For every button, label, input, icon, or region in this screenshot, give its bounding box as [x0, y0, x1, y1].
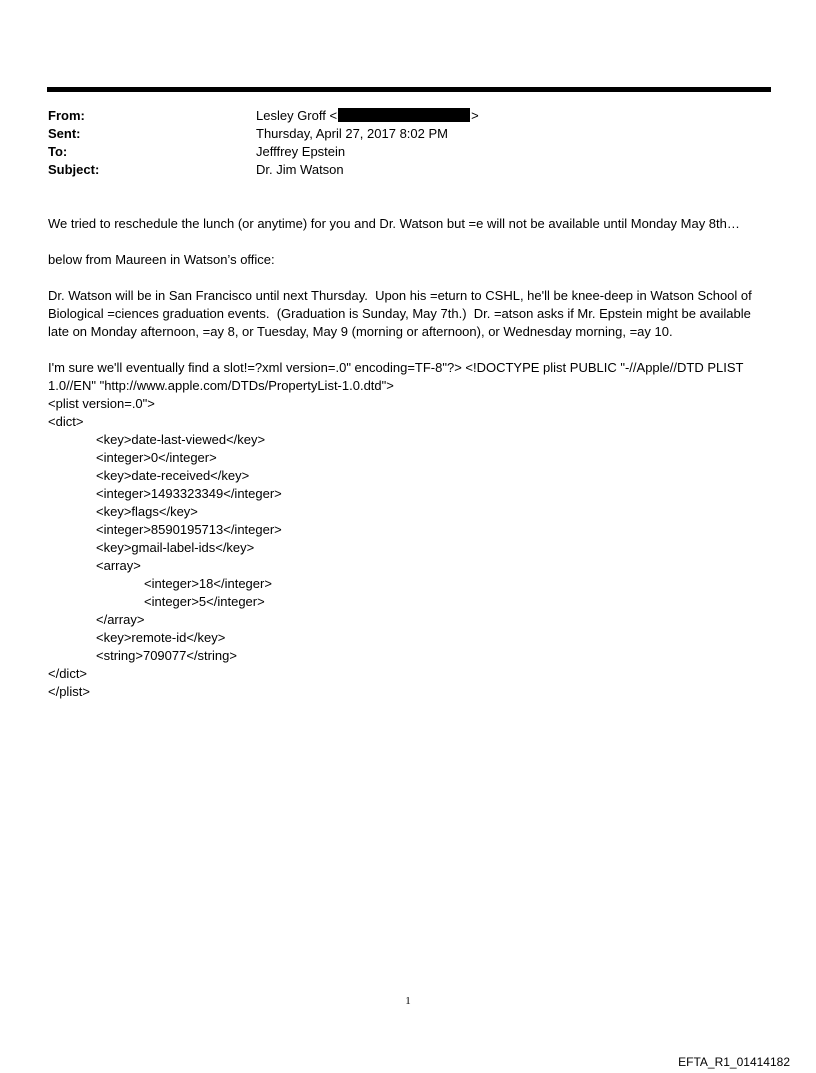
from-name: Lesley Groff < [256, 108, 338, 123]
code-line: <string>709077</string> [96, 648, 237, 663]
code-line: <key>gmail-label-ids</key> [96, 540, 255, 555]
code-line: <plist version=.0"> [48, 396, 155, 411]
code-line: <integer>8590195713</integer> [96, 522, 282, 537]
body-paragraph-4: I'm sure we'll eventually find a slot!=?xml version=.0" encoding=TF-8"?> <!DOCTYPE plist PUBLIC "-//Apple//DTD PLIST 1.0//EN" "http://www.apple.com/DTDs/PropertyList-1.0.dtd"> [48, 360, 747, 393]
code-line: <integer>0</integer> [96, 450, 217, 465]
code-line: </dict> [48, 666, 88, 681]
from-row [48, 107, 748, 125]
subject-label: Subject: [48, 162, 100, 177]
email-body [48, 215, 766, 701]
code-line: </plist> [48, 684, 90, 699]
document-id: EFTA_R1_01414182 [678, 1055, 790, 1069]
subject-row [48, 161, 748, 179]
body-paragraph-2: below from Maureen in Watson’s office: [48, 252, 275, 267]
from-value [256, 107, 748, 125]
code-line: <key>date-received</key> [96, 468, 250, 483]
code-line: <array> [96, 558, 141, 573]
code-line: <dict> [48, 414, 84, 429]
body-paragraph-3: Dr. Watson will be in San Francisco until next Thursday. Upon his =eturn to CSHL, he'll be knee-deep in Watson School of Biological =ciences graduation events. (Graduation is Sunday, May 7th.) Dr. =atson asks if Mr. Epstein might be available late on Monday afternoon, =ay 8, or Tuesday, May 9 (morning or afternoon), or Wednesday morning, =ay 10. [48, 288, 756, 339]
from-label: From: [48, 108, 85, 123]
email-header [48, 107, 748, 179]
to-value: Jefffrey Epstein [256, 144, 346, 159]
sent-label: Sent: [48, 126, 81, 141]
to-label: To: [48, 144, 68, 159]
code-line: <integer>5</integer> [144, 594, 265, 609]
sent-value: Thursday, April 27, 2017 8:02 PM [256, 126, 448, 141]
body-paragraph-1: We tried to reschedule the lunch (or anytime) for you and Dr. Watson but =e will not be available until Monday May 8th… [48, 216, 740, 231]
to-row [48, 143, 748, 161]
page-number: 1 [405, 995, 411, 1007]
code-line: <key>remote-id</key> [96, 630, 226, 645]
top-rule [47, 87, 771, 92]
from-suffix: > [471, 108, 479, 123]
code-line: <key>flags</key> [96, 504, 198, 519]
code-line: <integer>1493323349</integer> [96, 486, 282, 501]
code-line: <integer>18</integer> [144, 576, 272, 591]
code-line: </array> [96, 612, 145, 627]
sent-row [48, 125, 748, 143]
subject-value: Dr. Jim Watson [256, 162, 344, 177]
redacted-email-block [338, 108, 470, 122]
plist-code [48, 395, 766, 701]
code-line: <key>date-last-viewed</key> [96, 432, 266, 447]
